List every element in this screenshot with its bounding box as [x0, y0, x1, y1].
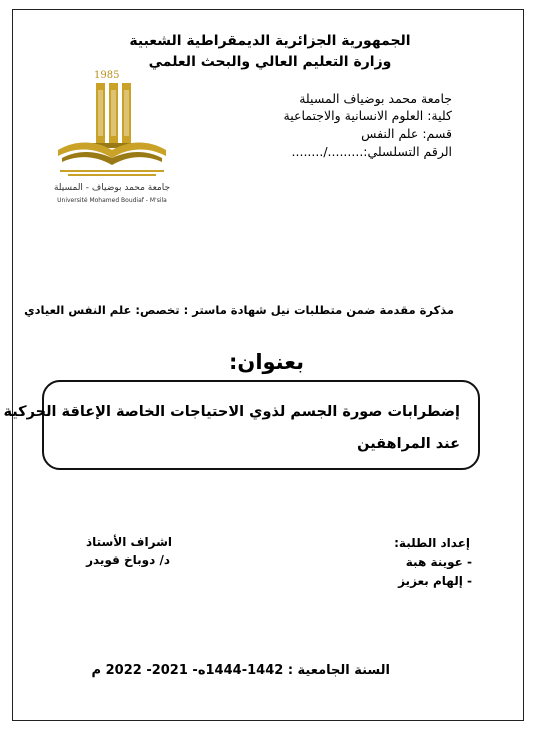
logo-arabic-name: جامعة محمد بوضياف - المسيلة: [53, 183, 171, 193]
serial-number: الرقم التسلسلي:........./........: [291, 144, 452, 159]
thesis-title-box: [3, 380, 480, 470]
supervisor-label: اشراف الأستاذ: [85, 535, 172, 549]
student-name: - إلهام بعزيز: [398, 574, 472, 588]
logo-emblem-icon: [50, 70, 174, 182]
academic-year: السنة الجامعية : 1442-1444ه- 2021- 2022 م: [91, 663, 390, 678]
logo-french-name: Université Mohamed Boudiaf - M'sila: [57, 197, 167, 204]
faculty-name: كلية: العلوم الانسانية والاجتماعية: [283, 108, 452, 123]
thesis-title-line1: إضطرابات صورة الجسم لذوي الاحتياجات الخاصة الإعاقة الحركية: [3, 404, 460, 420]
university-logo: [50, 70, 174, 210]
title-label: بعنوان:: [229, 350, 304, 374]
student-name: - عوينة هبة: [405, 555, 472, 569]
students-label: إعداد الطلبة:: [394, 536, 470, 550]
memo-statement: مذكرة مقدمة ضمن متطلبات نيل شهادة ماستر : تخصص: علم النفس العيادي: [24, 303, 454, 317]
thesis-title-line2: عند المراهقين: [357, 436, 460, 452]
university-name: جامعة محمد بوضياف المسيلة: [299, 91, 452, 106]
logo-year: 1985: [94, 70, 120, 81]
ministry-heading: وزارة التعليم العالي والبحث العلمي: [148, 54, 392, 70]
republic-heading: الجمهورية الجزائرية الديمقراطية الشعبية: [129, 33, 411, 49]
supervisor-name: د/ دوباخ قويدر: [86, 553, 170, 567]
department-name: قسم: علم النفس: [361, 126, 452, 141]
